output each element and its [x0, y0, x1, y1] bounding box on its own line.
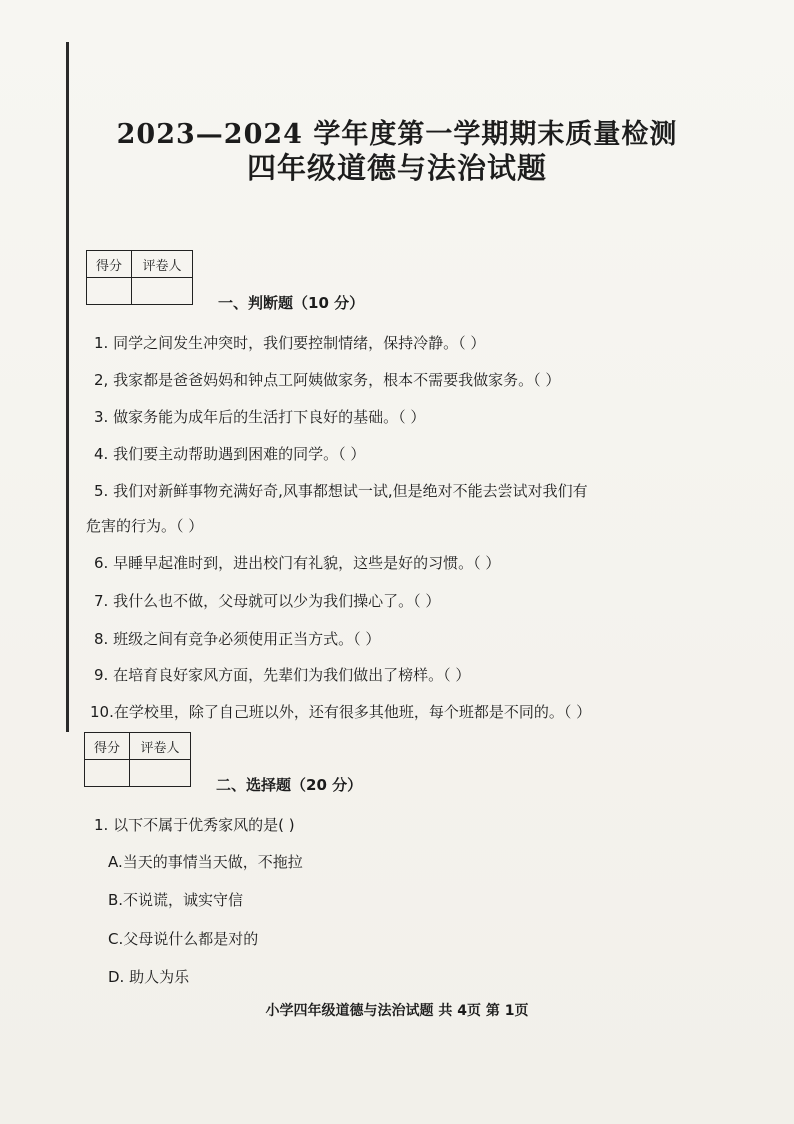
question-item: 2, 我家都是爸爸妈妈和钟点工阿姨做家务，根本不需要我做家务。（ ） — [94, 371, 561, 389]
choice-option-b: B.不说谎，诚实守信 — [108, 891, 244, 909]
question-item: 9. 在培育良好家风方面，先辈们为我们做出了榜样。（ ） — [94, 666, 471, 684]
question-item: 5. 我们对新鲜事物充满好奇,风事都想试一试,但是绝对不能去尝试对我们有 — [94, 482, 588, 500]
choice-question: 1. 以下不属于优秀家风的是( ) — [94, 816, 295, 834]
question-item: 1. 同学之间发生冲突时，我们要控制情绪，保持冷静。（ ） — [94, 334, 486, 352]
question-item: 8. 班级之间有竞争必须使用正当方式。（ ） — [94, 630, 381, 648]
score-label: 得分 — [87, 251, 132, 278]
question-item: 4. 我们要主动帮助遇到困难的同学。（ ） — [94, 445, 366, 463]
question-item: 6. 早睡早起准时到，进出校门有礼貌，这些是好的习惯。（ ） — [94, 554, 501, 572]
score-cell — [87, 278, 132, 305]
grader-label: 评卷人 — [132, 251, 193, 278]
score-table-section2 — [84, 732, 191, 787]
choice-option-d: D. 助人为乐 — [108, 968, 190, 986]
grader-cell — [130, 760, 191, 787]
score-table-section1 — [86, 250, 193, 305]
question-item: 10.在学校里，除了自己班以外，还有很多其他班，每个班都是不同的。（ ） — [90, 703, 592, 721]
section1-title: 一、判断题（10 分） — [218, 294, 365, 312]
grader-label: 评卷人 — [130, 733, 191, 760]
question-item-continuation: 危害的行为。（ ） — [86, 517, 204, 535]
exam-title: 2023—2024 学年度第一学期期末质量检测 — [116, 119, 678, 150]
question-item: 7. 我什么也不做，父母就可以少为我们操心了。（ ） — [94, 592, 441, 610]
choice-option-c: C.父母说什么都是对的 — [108, 930, 259, 948]
exam-subtitle: 四年级道德与法治试题 — [246, 151, 547, 185]
page-footer: 小学四年级道德与法治试题 共 4页 第 1页 — [265, 1003, 529, 1019]
question-item: 3. 做家务能为成年后的生活打下良好的基础。（ ） — [94, 408, 426, 426]
score-cell — [85, 760, 130, 787]
section2-title: 二、选择题（20 分） — [216, 776, 363, 794]
grader-cell — [132, 278, 193, 305]
choice-option-a: A.当天的事情当天做，不拖拉 — [108, 853, 303, 871]
score-label: 得分 — [85, 733, 130, 760]
